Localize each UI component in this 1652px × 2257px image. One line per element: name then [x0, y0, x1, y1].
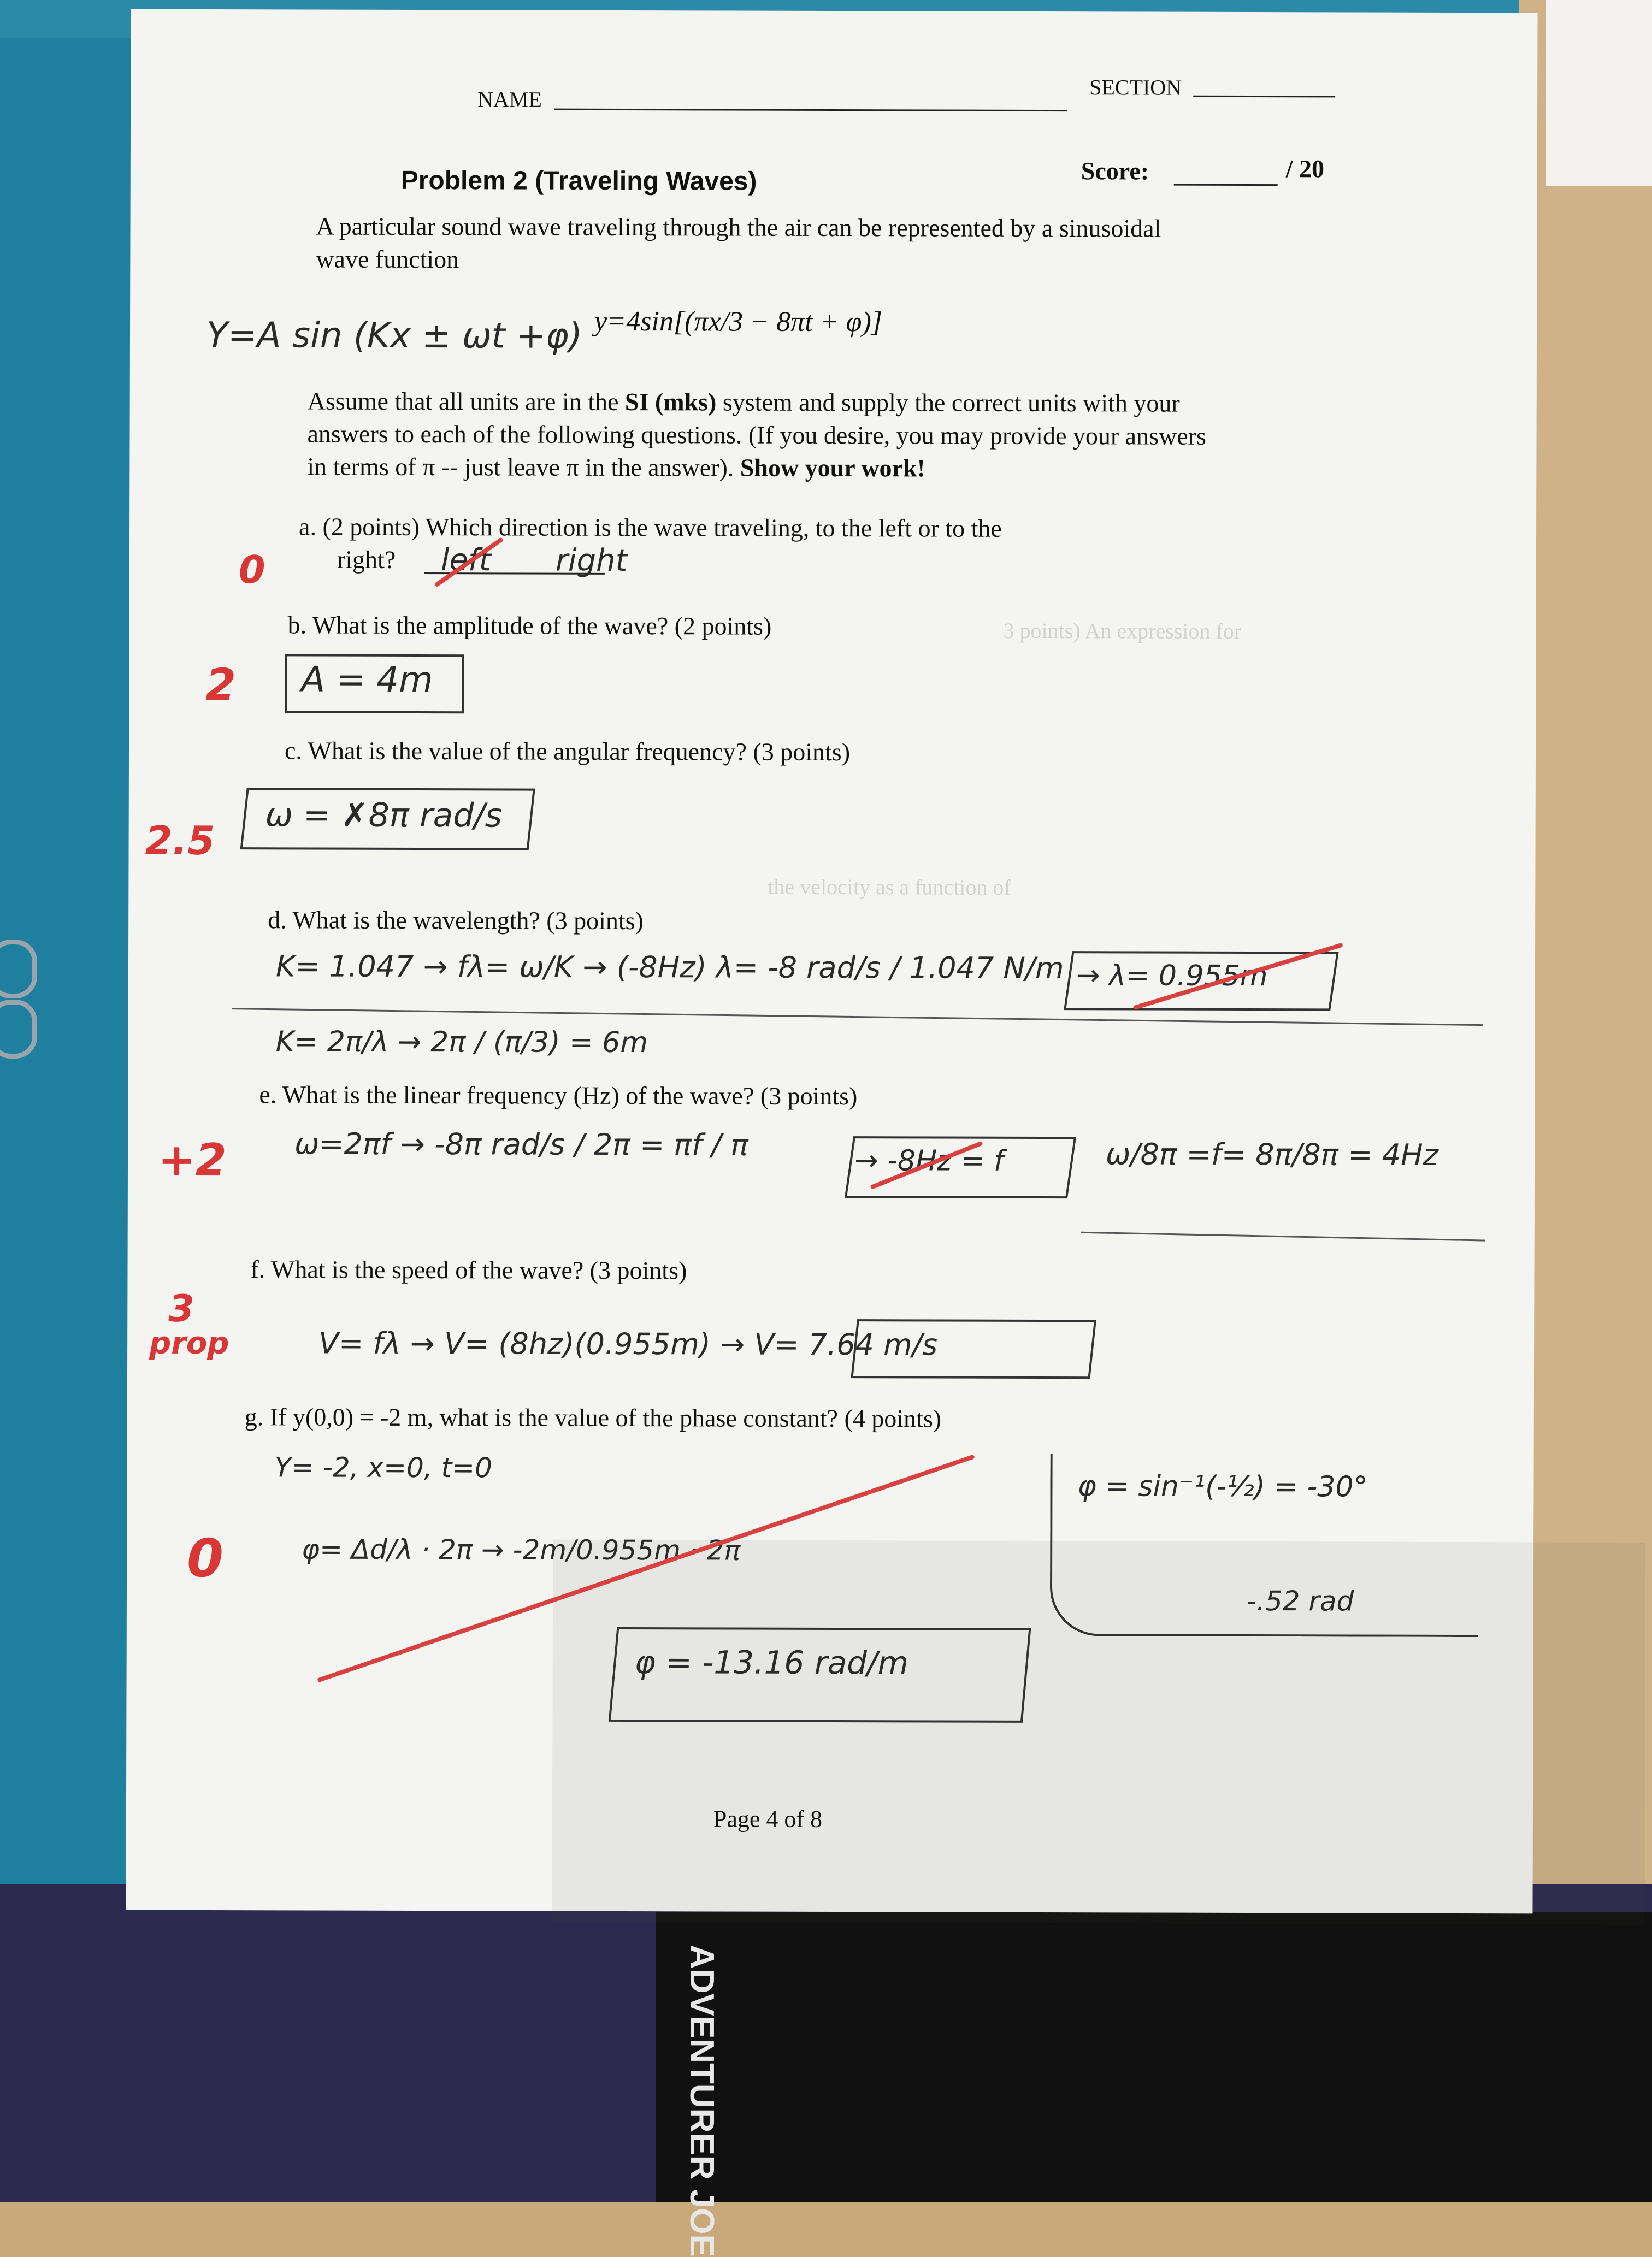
hw-general-form: Y=A sin (Kx ± ωt +φ) — [206, 315, 582, 357]
hw-e-boxed: → -8Hz = f — [854, 1144, 1004, 1178]
question-f: f. What is the speed of the wave? (3 points) — [250, 1255, 687, 1285]
question-e: e. What is the linear frequency (Hz) of the wave? (3 points) — [259, 1080, 858, 1110]
score-line — [1174, 184, 1278, 186]
units-line-1: Assume that all units are in the SI (mks) system and supply the correct units with your — [307, 387, 1180, 417]
answer-f-box — [851, 1319, 1096, 1379]
wave-equation: y=4sin[(πx/3 − 8πt + φ)] — [594, 305, 883, 338]
hw-d-line2: K= 2π/λ → 2π / (π/3) = 6m — [275, 1025, 648, 1060]
hw-g-line2: φ= Δd/λ · 2π → -2m/0.955m · 2π — [302, 1533, 741, 1567]
units-line-2: answers to each of the following questions. (If you desire, you may provide your answers — [307, 420, 1206, 450]
hw-f-line: V= fλ → V= (8hz)(0.955m) → V= 7.64 m/s — [318, 1326, 938, 1362]
intro-line-2: wave function — [316, 245, 459, 274]
hw-a-right: right — [555, 542, 628, 579]
score-f-note: prop — [149, 1325, 229, 1362]
bleed-through-text: 3 points) An expression for — [1003, 618, 1242, 643]
name-line — [554, 109, 1067, 111]
shirt-text: ADVENTURER JOE — [683, 1945, 721, 2257]
question-d: d. What is the wavelength? (3 points) — [268, 906, 644, 935]
worksheet-page — [126, 9, 1537, 1914]
question-a-1: a. (2 points) Which direction is the wave traveling, to the left or to the — [299, 512, 1002, 542]
question-g: g. If y(0,0) = -2 m, what is the value of the phase constant? (4 points) — [244, 1403, 942, 1433]
other-paper — [1546, 0, 1652, 186]
score-label: Score: — [1081, 157, 1149, 185]
binder-ring-icon — [0, 1000, 37, 1059]
hw-d-boxed: → λ= 0.955m — [1076, 959, 1268, 993]
page-number: Page 4 of 8 — [713, 1805, 823, 1833]
intro-line-1: A particular sound wave traveling through the air can be represented by a sinusoidal — [316, 212, 1161, 243]
g-correction-bracket — [1050, 1454, 1479, 1637]
section-line — [1193, 96, 1335, 98]
score-total: / 20 — [1285, 155, 1325, 183]
hw-g-boxed: φ = -13.16 rad/m — [634, 1644, 909, 1682]
score-c: 2.5 — [145, 817, 215, 864]
hw-b-answer: A = 4m — [301, 659, 433, 701]
score-g: 0 — [186, 1527, 224, 1590]
score-b: 2 — [205, 659, 237, 711]
question-a-2: right? — [337, 545, 396, 574]
score-f: 3 — [168, 1287, 194, 1331]
hw-d-line1: K= 1.047 → fλ= ω/K → (-8Hz) λ= -8 rad/s / 1.047 N/m — [275, 949, 1064, 986]
dark-shadow — [656, 1912, 1652, 2202]
hw-e-line1: ω=2πf → -8π rad/s / 2π = πf / π — [294, 1126, 749, 1162]
score-e: +2 — [157, 1134, 227, 1187]
hw-g-correction1: φ = sin⁻¹(-½) = -30° — [1077, 1470, 1368, 1504]
score-a: 0 — [238, 547, 266, 593]
hw-e-correction: ω/8π =f= 8π/8π = 4Hz — [1105, 1137, 1439, 1172]
bleed-through-text: the velocity as a function of — [768, 874, 1011, 900]
section-label: SECTION — [1089, 75, 1182, 100]
hw-a-left: left — [440, 542, 491, 578]
name-label: NAME — [477, 87, 542, 112]
problem-title: Problem 2 (Traveling Waves) — [400, 166, 757, 196]
units-line-3: in terms of π -- just leave π in the answer). Show your work! — [307, 452, 925, 482]
question-c: c. What is the value of the angular frequency? (3 points) — [284, 736, 851, 766]
hw-g-correction2: -.52 rad — [1246, 1585, 1354, 1617]
hw-c-answer: ω = ✗8π rad/s — [265, 796, 503, 835]
binder-ring-icon — [0, 940, 37, 998]
hw-g-line1: Y= -2, x=0, t=0 — [274, 1451, 493, 1484]
question-b: b. What is the amplitude of the wave? (2 points) — [287, 611, 772, 640]
e-divider — [1081, 1232, 1485, 1242]
